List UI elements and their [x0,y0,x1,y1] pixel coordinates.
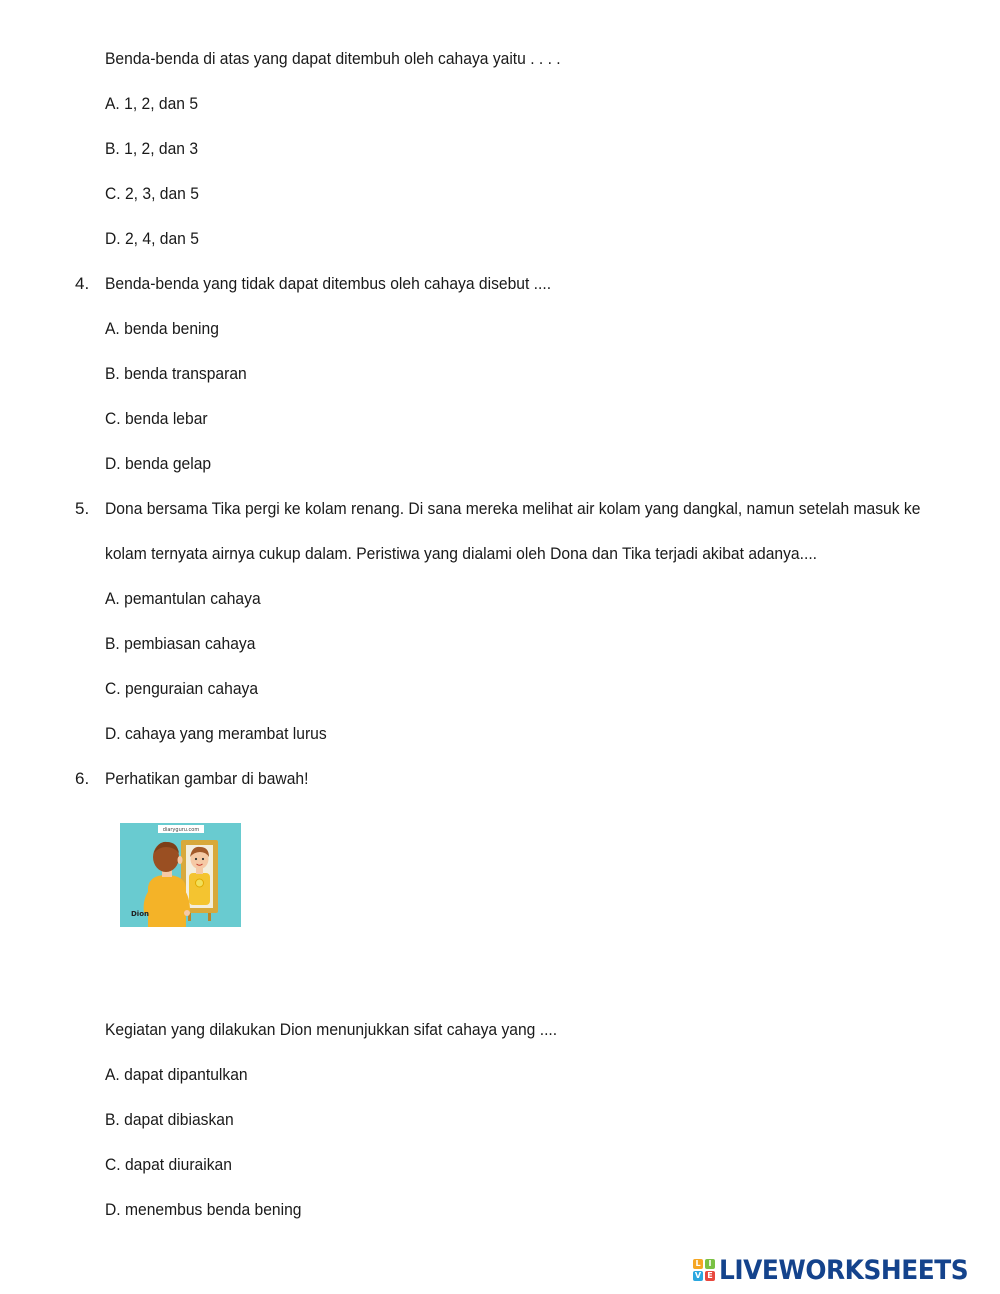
q3-option-c[interactable]: C. 2, 3, dan 5 [105,184,199,203]
q5-option-b[interactable]: B. pembiasan cahaya [105,634,256,653]
q5-stem-line2: kolam ternyata airnya cukup dalam. Peristiwa yang dialami oleh Dona dan Tika terjadi akibat adanya.... [105,544,818,563]
q5-option-d[interactable]: D. cahaya yang merambat lurus [105,724,327,743]
q4-option-b[interactable]: B. benda transparan [105,364,247,383]
q4-option-a[interactable]: A. benda bening [105,319,219,338]
q3-stem: Benda-benda di atas yang dapat ditembuh oleh cahaya yaitu . . . . [105,49,561,68]
q4-option-d[interactable]: D. benda gelap [105,454,212,473]
logo-letter-v: V [694,1271,702,1280]
liveworksheets-logo[interactable] [693,1255,990,1285]
q6-option-a[interactable]: A. dapat dipantulkan [105,1065,248,1084]
q5-option-a[interactable]: A. pemantulan cahaya [105,589,261,608]
q5-option-c[interactable]: C. penguraian cahaya [105,679,259,698]
q3-option-d[interactable]: D. 2, 4, dan 5 [105,229,199,248]
logo-grid-icon [693,1259,715,1281]
logo-letter-e: E [705,1271,715,1281]
q6-number: 6. [75,769,90,788]
q3-option-b[interactable]: B. 1, 2, dan 3 [105,139,199,158]
q6-stem: Perhatikan gambar di bawah! [105,769,309,788]
logo-letter-i: I [705,1259,715,1269]
site-label: diaryguru.com [162,827,200,833]
image-caption: Dion [131,910,150,918]
q6-option-d[interactable]: D. menembus benda bening [105,1200,302,1219]
mirror-illustration [120,823,241,927]
q5-number: 5. [75,499,90,518]
logo-letter-l: L [693,1259,703,1269]
q6-option-b[interactable]: B. dapat dibiaskan [105,1110,234,1129]
q5-stem-line1: Dona bersama Tika pergi ke kolam renang. Di sana mereka melihat air kolam yang dangkal, namun setelah masuk ke [105,499,921,518]
q6-question: Kegiatan yang dilakukan Dion menunjukkan sifat cahaya yang .... [105,1020,558,1039]
q4-stem: Benda-benda yang tidak dapat ditembus oleh cahaya disebut .... [105,274,552,293]
q6-option-c[interactable]: C. dapat diuraikan [105,1155,232,1174]
q4-number: 4. [75,274,90,293]
q3-option-a[interactable]: A. 1, 2, dan 5 [105,94,199,113]
q4-option-c[interactable]: C. benda lebar [105,409,208,428]
logo-wordmark: LIVEWORKSHEETS [719,1254,969,1286]
